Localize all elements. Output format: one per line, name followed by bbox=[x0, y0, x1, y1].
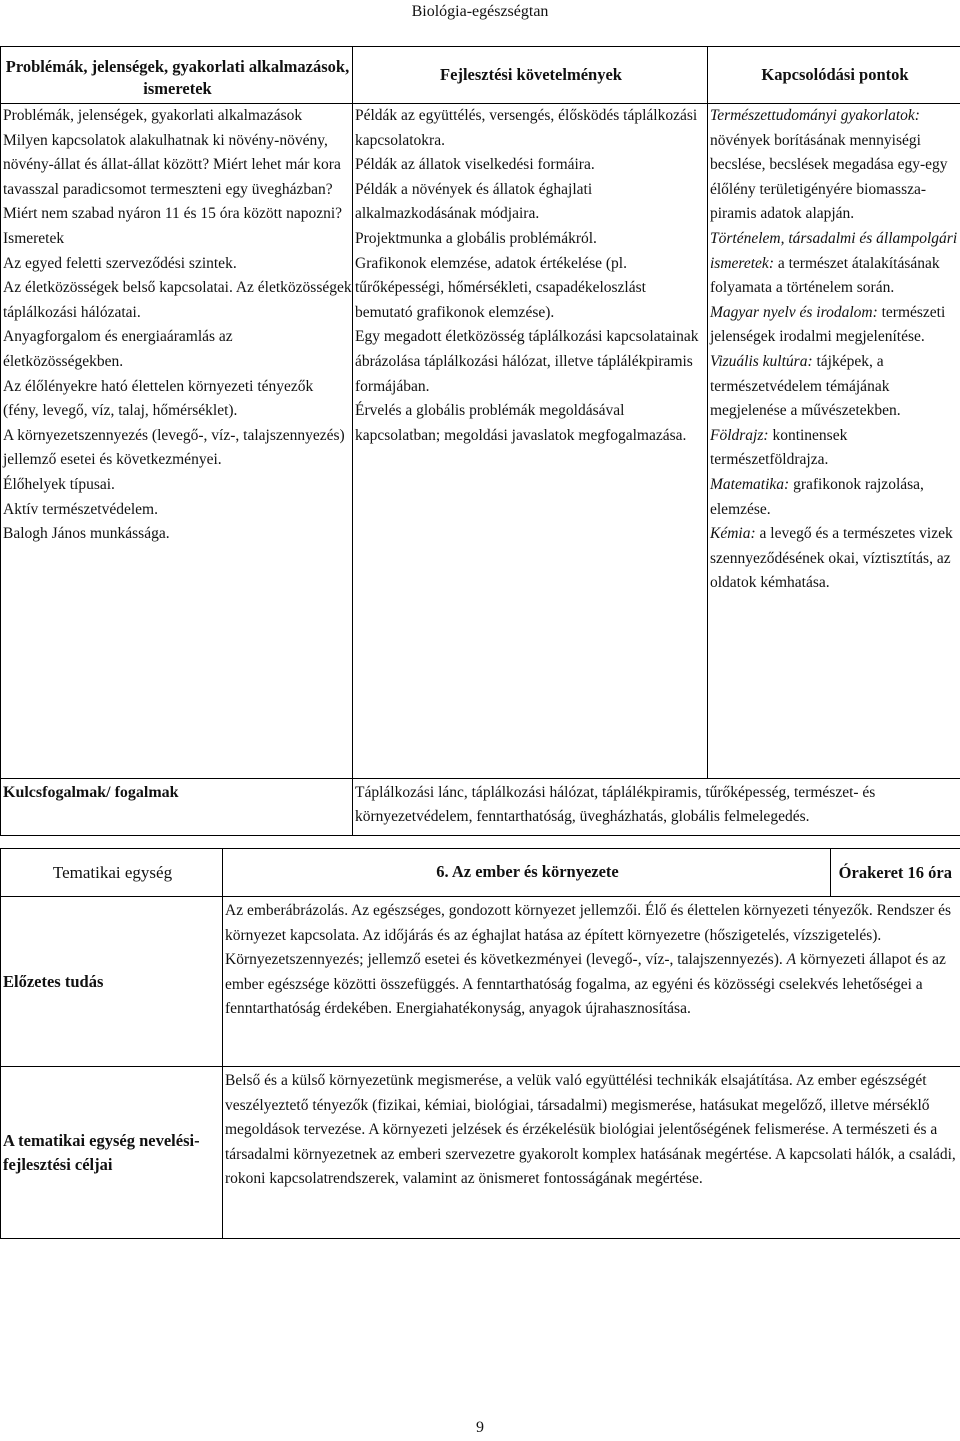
connection-item bbox=[710, 350, 960, 424]
requirement-item: Példák a növények és állatok éghajlati alkalmazkodásának módjaira. bbox=[355, 178, 707, 227]
connection-item bbox=[710, 301, 960, 350]
key-concepts-text: Táplálkozási lánc, táplálkozási hálózat, táplálékpiramis, tűrőképesség, természet- és környezetvédelem, fenntarthatóság, üvegházhatás, globális felmelegedés. bbox=[353, 779, 960, 836]
connection-subject: Vizuális kultúra: bbox=[710, 353, 813, 370]
connection-item bbox=[710, 104, 960, 227]
header-problems: Problémák, jelenségek, gyakorlati alkalmazások, ismeretek bbox=[1, 47, 353, 104]
curriculum-table bbox=[0, 46, 960, 836]
requirement-item: Példák az együttélés, versengés, élősködés táplálkozási kapcsolatokra. bbox=[355, 104, 707, 153]
requirements-cell bbox=[353, 104, 708, 779]
connection-text: növények borításának mennyiségi becslése, becslések megadása egy-egy élőlény területigényére biomassza-piramis adatok alapján. bbox=[710, 132, 948, 223]
connection-subject: Történelem, társadalmi és állampolgári ismeretek: bbox=[710, 230, 957, 272]
knowledge-item: Balogh János munkássága. bbox=[3, 522, 352, 547]
knowledge-item: Anyagforgalom és energiaáramlás az életközösségekben. bbox=[3, 325, 352, 374]
knowledge-item: A környezetszennyezés (levegő-, víz-, talajszennyezés) jellemző esetei és következményei. bbox=[3, 424, 352, 473]
requirement-item: Grafikonok elemzése, adatok értékelése (pl. tűrőképességi, hőmérsékleti, csapadékeloszlást bemutató grafikonok elemzése). bbox=[355, 252, 707, 326]
prior-knowledge-text bbox=[223, 897, 960, 1067]
connection-subject: Magyar nyelv és irodalom: bbox=[710, 304, 878, 321]
connection-item bbox=[710, 473, 960, 522]
connection-subject: Természettudományi gyakorlatok: bbox=[710, 107, 920, 124]
header-connections: Kapcsolódási pontok bbox=[708, 47, 960, 104]
connection-subject: Földrajz: bbox=[710, 427, 769, 444]
connection-subject: Kémia: bbox=[710, 525, 756, 542]
key-concepts-row bbox=[1, 779, 960, 836]
connection-text: kontinensek természetföldrajza. bbox=[710, 427, 847, 469]
connection-text: a levegő és a természetes vizek szennyeződésének okai, víztisztítás, az oldatok kémhatása. bbox=[710, 525, 953, 591]
connection-item bbox=[710, 424, 960, 473]
connections-cell bbox=[708, 104, 960, 779]
prior-knowledge-row bbox=[1, 897, 960, 1067]
goals-row bbox=[1, 1067, 960, 1239]
unit-title: 6. Az ember és környezete bbox=[223, 849, 831, 897]
connection-item bbox=[710, 227, 960, 301]
requirement-item: Projektmunka a globális problémákról. bbox=[355, 227, 707, 252]
hours-label: Órakeret 16 óra bbox=[831, 849, 960, 897]
requirement-item: Érvelés a globális problémák megoldásával kapcsolatban; megoldási javaslatok megfogalmazása. bbox=[355, 399, 707, 448]
goals-label: A tematikai egység nevelési-fejlesztési céljai bbox=[1, 1067, 223, 1239]
table-body-row bbox=[1, 104, 960, 779]
prior-text-italic: A bbox=[787, 951, 796, 968]
problems-subheading: Problémák, jelenségek, gyakorlati alkalmazások bbox=[3, 104, 352, 129]
requirement-item: Példák az állatok viselkedési formáira. bbox=[355, 153, 707, 178]
goals-text: Belső és a külső környezetünk megismerése, a velük való együttélési technikák elsajátítása. Az ember egészségét veszélyeztető tényezők (fizikai, kémiai, biológiai, társadalmi) megismerése, hatásukat megelőző, illetve mérséklő megoldások tervezése. A környezeti jelzések és érzékelésük biológiai jelentőségének felismerése. A természeti és a társadalmi környezetnek az emberi szervezetre gyakorolt komplex hatásának megértése. A kapcsolati hálók, a családi, rokoni kapcsolatrendszerek, valamint az önismeret fontosságának megértése. bbox=[223, 1067, 960, 1239]
header-requirements: Fejlesztési követelmények bbox=[353, 47, 708, 104]
connection-text: természeti jelenségek irodalmi megjelenítése. bbox=[710, 304, 945, 346]
key-concepts-label: Kulcsfogalmak/ fogalmak bbox=[1, 779, 353, 836]
unit-header-row bbox=[1, 849, 960, 897]
knowledge-subheading: Ismeretek bbox=[3, 227, 352, 252]
knowledge-item: Az élőlényekre ható élettelen környezeti tényezők (fény, levegő, víz, talaj, hőmérséklet). bbox=[3, 375, 352, 424]
connection-subject: Matematika: bbox=[710, 476, 789, 493]
connection-item bbox=[710, 522, 960, 596]
prior-knowledge-label: Előzetes tudás bbox=[1, 897, 223, 1067]
knowledge-item: Élőhelyek típusai. bbox=[3, 473, 352, 498]
knowledge-item: Az egyed feletti szerveződési szintek. bbox=[3, 252, 352, 277]
requirement-item: Egy megadott életközösség táplálkozási kapcsolatainak ábrázolása táplálkozási hálózat, illetve táplálékpiramis formájában. bbox=[355, 325, 707, 399]
problems-questions: Milyen kapcsolatok alakulhatnak ki növény-növény, növény-állat és állat-állat között? Miért lehet már kora tavasszal paradicsomot termeszteni egy üvegházban? Miért nem szabad nyáron 11 és 15 óra között napozni? bbox=[3, 129, 352, 227]
problems-cell bbox=[1, 104, 353, 779]
thematic-unit-table bbox=[0, 848, 960, 1239]
connection-text: tájképek, a természetvédelem témájának megjelenése a művészetekben. bbox=[710, 353, 901, 419]
connection-text: grafikonok rajzolása, elemzése. bbox=[710, 476, 924, 518]
connection-text: a természet átalakításának folyamata a történelem során. bbox=[710, 255, 940, 297]
knowledge-item: Aktív természetvédelem. bbox=[3, 498, 352, 523]
table-header-row bbox=[1, 47, 960, 104]
prior-text-part: környezeti állapot és az ember egészsége közötti összefüggés. A fenntarthatóság fogalma, az egyéni és közösségi cselekvés lehetőségei a fenntarthatóság érdekében. Energiahatékonyság, anyagok újrahasznosítása. bbox=[225, 951, 946, 1017]
unit-label: Tematikai egység bbox=[1, 849, 223, 897]
knowledge-item: Az életközösségek belső kapcsolatai. Az életközösségek táplálkozási hálózatai. bbox=[3, 276, 352, 325]
prior-text-part: Az emberábrázolás. Az egészséges, gondozott környezet jellemzői. Élő és élettelen környezeti tényezők. Rendszer és környezet kapcsolata. Az időjárás és az éghajlat hatása az épített környezetre (hőszigetelés, vízszigetelés). Környezetszennyezés; jellemző esetei és következményei (levegő-, víz-, talajszennyezés). bbox=[225, 902, 951, 968]
page-number: 9 bbox=[0, 1416, 960, 1441]
running-head: Biológia-egészségtan bbox=[0, 0, 960, 24]
